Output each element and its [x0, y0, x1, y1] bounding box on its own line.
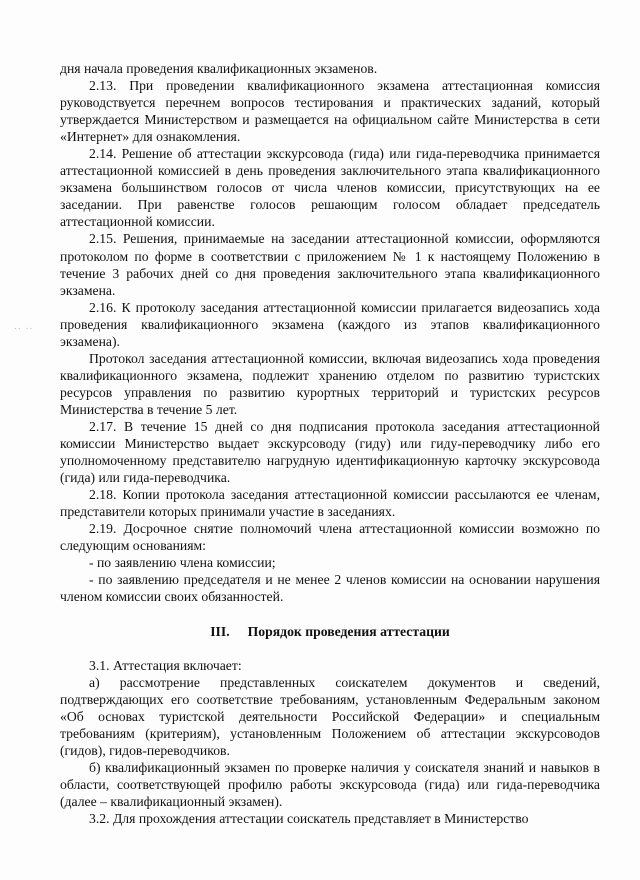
paragraph-protocol-storage: Протокол заседания аттестационной комиссии, включая видеозапись хода проведения квалификационного экзамена, подлежит хранению отделом по развитию туристских ресурсов управления по развитию курортных территорий и туристских ресурсов Министерства в течение 5 лет. — [60, 350, 600, 417]
paragraph-3-1-b: б) квалификационный экзамен по проверке наличия у соискателя знаний и навыков в области, соответствующей профилю работы экскурсовода (гида) или гида-переводчика (далее – квалификационный экзамен). — [60, 759, 600, 809]
list-item-chair-request: - по заявлению председателя и не менее 2 членов комиссии на основании нарушения членом комиссии своих обязанностей. — [60, 572, 600, 605]
paragraph-3-1-a: а) рассмотрение представленных соискателем документов и сведений, подтверждающих его соответствие требованиям, установленным Федеральным законом «Об основах туристской деятельности Российской Федерации» и специальным требованиям (критериям), установленным Положением об аттестации экскурсоводов (гидов), гидов-переводчиков. — [60, 674, 600, 758]
section-title: Порядок проведения аттестации — [247, 623, 450, 639]
section-number: III. — [210, 623, 230, 639]
paragraph-2-13: 2.13. При проведении квалификационного экзамена аттестационная комиссия руководствуется перечнем вопросов тестирования и практических заданий, который утверждается Министерством и размещается на официальном сайте Министерства в сети «Интернет» для ознакомления. — [60, 78, 600, 145]
paragraph-continuation: дня начала проведения квалификационных экзаменов. — [60, 61, 378, 76]
section-heading — [60, 623, 600, 640]
list-item-member-request: - по заявлению члена комиссии; — [89, 555, 276, 571]
paragraph-2-14: 2.14. Решение об аттестации экскурсовода (гида) или гида-переводчика принимается аттестационной комиссией в день проведения заключительного этапа квалификационного экзамена большинством голосов от числа членов комиссии, присутствующих на ее заседании. При равенстве голосов решающим голосом обладает председатель аттестационной комиссии. — [60, 146, 600, 230]
paragraph-3-2: 3.2. Для прохождения аттестации соискатель представляет в Министерство — [89, 810, 529, 826]
paragraph-2-16: 2.16. К протоколу заседания аттестационной комиссии прилагается видеозапись хода проведения квалификационного экзамена (каждого из этапов квалификационного экзамена). — [60, 299, 600, 349]
paragraph-3-1: 3.1. Аттестация включает: — [89, 657, 242, 673]
paragraph-2-15: 2.15. Решения, принимаемые на заседании аттестационной комиссии, оформляются протоколом по форме в соответствии с приложением № 1 к настоящему Положению в течение 3 рабочих дней со дня проведения заключительного этапа квалификационного экзамена. — [60, 231, 600, 298]
document-body — [60, 60, 600, 827]
paragraph-2-19: 2.19. Досрочное снятие полномочий члена аттестационной комиссии возможно по следующим основаниям: — [60, 521, 600, 554]
paragraph-2-17: 2.17. В течение 15 дней со дня подписания протокола заседания аттестационной комиссии Министерство выдает экскурсоводу (гиду) или гиду-переводчику либо его уполномоченному представителю нагрудную идентификационную карточку экскурсовода (гида) или гида-переводчика. — [60, 418, 600, 486]
paragraph-2-18: 2.18. Копии протокола заседания аттестационной комиссии рассылаются ее членам, представители которых принимали участие в заседаниях. — [60, 487, 600, 520]
margin-mark: .. .. — [14, 322, 34, 332]
